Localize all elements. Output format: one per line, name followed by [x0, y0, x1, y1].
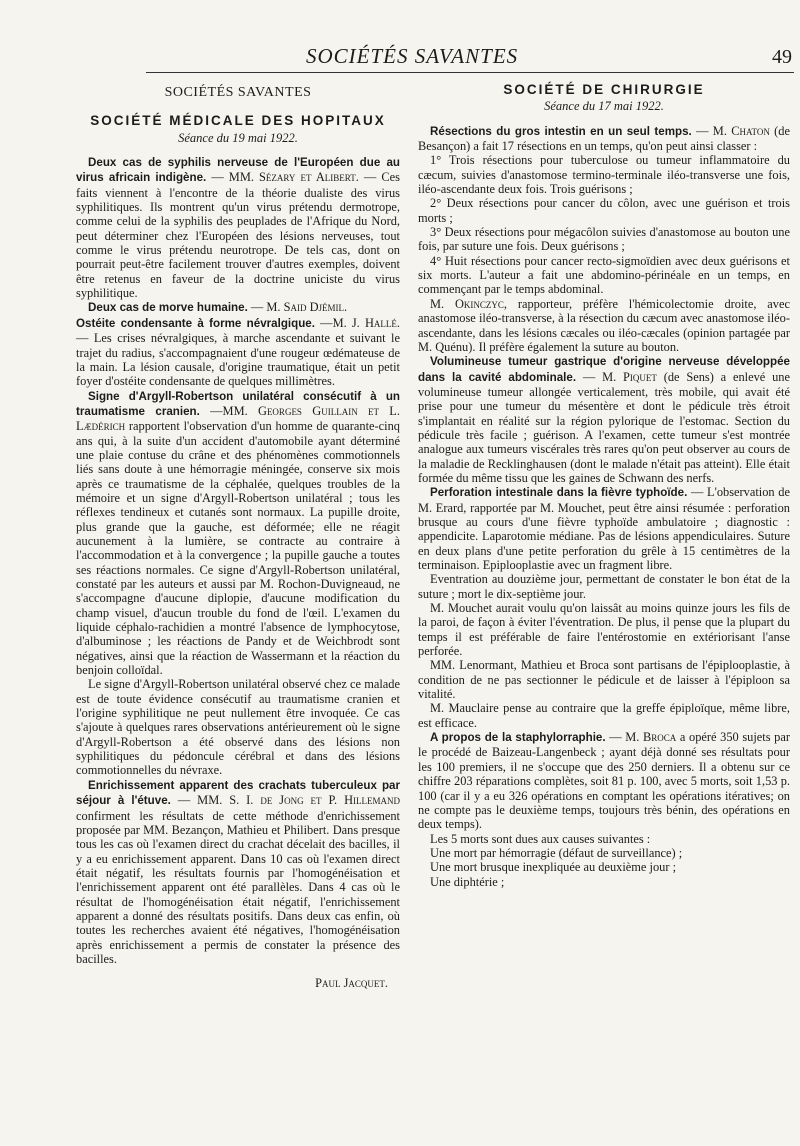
session-date-medicale: Séance du 19 mai 1922.	[178, 130, 298, 145]
rapporteur-paragraph	[418, 297, 790, 354]
list-item: 1° Trois résections pour tuberculose ou tumeur inflammatoire du cæcum, suivies d'anastomose termino-terminale iléo-transverse une fois, iléo-ascendante deux fois. Trois guérisons ;	[418, 153, 790, 197]
cause-item: Une mort brusque inexpliquée au deuxième jour ;	[430, 860, 677, 875]
society-title-chirurgie: SOCIÉTÉ DE CHIRURGIE	[503, 82, 705, 97]
article-authors: M. Broca	[625, 730, 677, 745]
article-authors: MM. S. I. de Jong et P. Hillemand	[197, 793, 401, 808]
article-title: Deux cas de morve humaine.	[88, 301, 248, 315]
article-morve: Deux cas de morve humaine. — M. Said Djémil.	[88, 300, 348, 315]
article-argyll-conclusion: Le signe d'Argyll-Robertson unilatéral observé chez ce malade est de toute évidence consécutif au traumatisme cranien et l'origine syphilitique ne peut nullement être invoquée. Ce cas s'ajoute à quelques rares observations antérieurement où le signe d'Argyll-Robertson a été observé dans des lésions non syphilitiques du pédoncule cérébral et dans des lésions commotionnelles du névraxe.	[76, 677, 400, 778]
running-head: SOCIÉTÉS SAVANTES	[306, 44, 519, 68]
perforation-lenormant: MM. Lenormant, Mathieu et Broca sont partisans de l'épiplooplastie, à condition de ne pas sectionner le pédicule et de laisser à l'épiploon sa vitalité.	[418, 658, 790, 702]
article-authors: M. J. Hallé.	[332, 315, 400, 330]
article-perforation	[418, 485, 790, 572]
article-osteite: Ostéite condensante à forme névralgique. —M. J. Hallé. — Les crises névralgiques, à marche ascendante et suivant le trajet du radius, s'accompagnaient d'une rougeur œdémateuse de la main. La lésion causale, d'origine traumatique, était un petit foyer d'ostéite condensante de quelques millimètres.	[76, 315, 400, 389]
article-title: A propos de la staphylorraphie.	[430, 731, 606, 745]
list-item: 3° Deux résections pour mégacôlon suivies d'anastomose au bouton une fois, par suture une fois. Deux guérisons ;	[418, 225, 790, 254]
article-title: Résections du gros intestin en un seul temps.	[430, 124, 692, 138]
article-body: — L'observation de M. Erard, rapportée par M. Mouchet, peut être ainsi résumée : perforation brusque au cours d'une fièvre typhoïde ambulatoire ; diagnostic : appendicite. Laparotomie médiane. Pas de lésions appendiculaires. Suture en deux plans d'une petite perforation du grêle à 15 centimètres de la terminaison. Epiplooplastie avec un fragment libre.	[418, 485, 790, 572]
article-authors: M. Chaton	[712, 123, 770, 138]
article-title: Volumineuse tumeur gastrique d'origine nerveuse développée dans la cavité abdominale.	[418, 355, 790, 384]
cause-item: Une mort par hémorragie (défaut de surveillance) ;	[430, 845, 683, 860]
article-tumeur: Volumineuse tumeur gastrique d'origine nerveuse développée dans la cavité abdominale. — M. Piquet (de Sens) a enlevé une volumineuse tumeur allongée verticalement, très mobile, qui avait été prise pour une tumeur du mésentère et dont le pédicule très étroit s'implantait en réalité sur la région pylorique de l'estomac. Section du pédicule très facile ; guérison. A l'examen, cette tumeur s'est montrée analogue aux tumeurs viscérales très rares qu'on peut observer au cours de la maladie de Recklinghausen (dont le malade n'était pas atteint). Elle était formée du même tissu que les gaines de Schwann des nerfs.	[418, 355, 790, 485]
article-body: Ces faits viennent à l'encontre de la théorie dualiste des virus syphilitiques. Ils montrent qu'un virus prétendu dermotrope, comme celui de la syphilis des peuplades de l'Afrique du Nord, peut déterminer chez l'Européen des lésions nerveuses, tout comme le virus prétendu neurotrope. De tels cas, dont on pourrait peut-être facilement trouver d'autres exemples, doivent être retenus en faveur de la doctrine uniciste du virus syphilitique.	[76, 170, 400, 301]
session-date-chirurgie: Séance du 17 mai 1922.	[544, 99, 664, 114]
article-crachats: Enrichissement apparent des crachats tuberculeux par séjour à l'étuve. — MM. S. I. de Jong et P. Hillemand confirment les résultats de cette méthode d'enrichissement proposée par MM. Bezançon, Mathieu et Philibert. Dans presque tous les cas où l'examen direct du crachat décelait des bacilles, il y a eu enrichissement apparent. Dans 10 cas où l'examen direct était négatif, les résultats fournis par l'homogénéisation et l'enrichissement apparent ont été parallèles. Dans 4 cas où le résultat de l'homogénéisation était négatif, l'enrichissement apparent a donné des résultats positifs. Dans deux cas enfin, où toutes les recherches avaient été négatives, l'homogénéisation après enrichissement a permis de constater la présence des bacilles.	[76, 778, 401, 966]
section-label: SOCIÉTÉS SAVANTES	[164, 85, 312, 100]
article-authors: M. Said Djémil.	[266, 300, 348, 315]
article-title: Signe d'Argyll-Robertson unilatéral consécutif à un traumatisme cranien.	[76, 389, 400, 418]
rapporteur-name: M. Okinczyc	[430, 296, 504, 311]
signature: Paul Jacquet.	[315, 976, 388, 991]
rapporteur-text: , rapporteur, préfère l'hémicolectomie droite, avec anastomose iléo-transverse, à la résection du cæcum avec anastomose iléo-ascendante, dans les lésions cæcales ou iléo-cæcales (opinion partagée par M. Quénu). Il préfère également la suture au bouton.	[418, 296, 790, 354]
article-syphilis: Deux cas de syphilis nerveuse de l'Européen due au virus africain indigène. — MM. Sézary et Alibert. — Ces faits viennent à l'encontre de la théorie dualiste des virus syphilitiques. Ils montrent qu'un virus prétendu dermotrope, comme celui de la syphilis des peuplades de l'Afrique du Nord, peut déterminer chez l'Européen des lésions nerveuses, tout comme le virus prétendu neurotrope. De tels cas, dont on pourrait peut-être facilement trouver d'autres exemples, doivent être retenus en faveur de la doctrine uniciste du virus syphilitique.	[76, 156, 400, 301]
article-body: a opéré 350 sujets par le procédé de Baizeau-Langenbeck ; ayant déjà donné ses résultats pour les 100 premiers, il ne s'occupe que des 250 derniers. Il a obtenu sur ce chiffre 203 réparations complètes, soit 81 p. 100, avec 5 morts, soit 1,53 p. 100 (car il y a eu 326 opérations en comptant les opérations itératives; on ne compte pas le deuxième temps, toujours très bénin, des opérations en deux temps).	[418, 730, 790, 832]
article-authors: MM. Georges Guillain et L. Lædérich	[76, 403, 400, 434]
article-resections: Résections du gros intestin en un seul temps. — M. Chaton (de Besançon) a fait 17 résections en un temps, qu'on peut ainsi classer :	[418, 123, 790, 154]
article-staphylorraphie: A propos de la staphylorraphie. — M. Broca a opéré 350 sujets par le procédé de Baizeau-Langenbeck ; ayant déjà donné ses résultats pour les 100 premiers, il ne s'occupe que des 250 derniers. Il a obtenu sur ce chiffre 203 réparations complètes, soit 81 p. 100, avec 5 morts, soit 1,53 p. 100 (car il y a eu 326 opérations en comptant les opérations itératives; on ne compte pas le deuxième temps, toujours très bénin, des opérations en deux temps).	[418, 730, 790, 832]
article-title: Ostéite condensante à forme névralgique.	[76, 316, 315, 330]
perforation-mauclaire: M. Mauclaire pense au contraire que la greffe épiploïque, même libre, est efficace.	[418, 701, 790, 730]
page-number: 49	[772, 46, 792, 68]
cause-item: Une diphtérie ;	[430, 874, 505, 889]
right-column	[418, 82, 790, 889]
society-title-medicale: SOCIÉTÉ MÉDICALE DES HOPITAUX	[90, 113, 386, 129]
article-body: confirment les résultats de cette méthode d'enrichissement proposée par MM. Bezançon, Mathieu et Philibert. Dans presque tous les cas où l'examen direct du crachat décelait des bacilles, il y a eu enrichissement apparent. Dans 10 cas où l'examen direct était négatif, les résultats fournis par l'homogénéisation et l'enrichissement apparent ont été parallèles. Dans 4 cas où le résultat de l'homogénéisation était négatif, l'enrichissement apparent a donné des résultats positifs. Dans deux cas enfin, où toutes les recherches avaient été négatives, l'homogénéisation après enrichissement a permis de constater la présence des bacilles.	[76, 808, 400, 966]
list-item: 2° Deux résections pour cancer du côlon, avec une guérison et trois morts ;	[418, 196, 790, 225]
article-authors: M. Piquet	[602, 369, 657, 384]
article-body: (de Besançon) a fait 17 résections en un temps, qu'on peut ainsi classer :	[418, 123, 790, 154]
perforation-mouchet: M. Mouchet aurait voulu qu'on laissât au moins quinze jours les fils de la paroi, de façon à éviter l'éventration. De plus, il pense que la plupart du temps il est préférable de faire l'entérostomie en extériorisant l'anse perforée.	[418, 601, 790, 659]
article-title: Deux cas de syphilis nerveuse de l'Européen due au virus africain indigène.	[76, 156, 400, 185]
article-title: Enrichissement apparent des crachats tuberculeux par séjour à l'étuve.	[76, 778, 400, 808]
staphylorraphie-morts: Les 5 morts sont dues aux causes suivantes :	[430, 831, 651, 846]
article-title: Perforation intestinale dans la fièvre typhoïde.	[430, 486, 688, 500]
article-body: Les crises névralgiques, à marche ascendante et suivant le trajet du radius, s'accompagnaient d'une rougeur œdémateuse de la main. La lésion causale, d'origine traumatique, était un petit foyer d'ostéite condensante de quelques millimètres.	[76, 331, 400, 389]
header-rule	[146, 72, 794, 73]
perforation-eventration: Eventration au douzième jour, permettant de constater le bon état de la suture ; mort le dix-septième jour.	[418, 572, 790, 601]
article-body: (de Sens) a enlevé une volumineuse tumeur allongée verticalement, très mobile, qui avait été prise pour une tumeur du mésentère et dont le pédicule très étroit s'implantait en réalité sur la région pylorique de l'estomac. Section du pédicule très facile ; guérison. A l'examen, cette tumeur s'est montrée analogue aux tumeurs viscérales très rares qu'on peut observer au cours de la maladie de Recklinghausen (dont le malade n'était pas atteint). Elle était formée du même tissu que les gaines de Schwann des nerfs.	[418, 369, 790, 485]
list-item: 4° Huit résections pour cancer recto-sigmoïdien avec deux guérisons et six morts. L'auteur a fait une abdomino-périnéale en un temps, en commençant par le temps abdominal.	[418, 253, 790, 297]
article-body: rapportent l'observation d'un homme de quarante-cinq ans qui, à la suite d'un accident d'automobile ayant déterminé une plaie contuse du crâne et des phénomènes commotionnels liés sans doute à une hémorragie méningée, conserve six mois après ce traumatisme de la céphalée, quelques troubles de la mémoire et un signe d'Argyll-Robertson unilatéral ; tous les réflexes tendineux et cutanés sont normaux. La pupille droite, plus grande que la gauche, est déformée; elle ne réagit aucunement à la lumière, se contracte au contraire à l'accommodation et à la convergence ; la pupille gauche a toutes ses réactions normales. Ce signe d'Argyll-Robertson unilatéral, constaté par les auteurs et aussi par M. Rochon-Duvigneaud, ne s'accompagne d'aucune diplopie, d'aucune modification du champ visuel, d'aucun trouble du fond de l'œil. L'examen du liquide céphalo-rachidien a montré l'absence de lymphocytose, d'albuminose ; les réactions de Pandy et de Weichbrodt sont négatives, ainsi que la réaction de Wassermann et la réaction du benjoin colloïdal.	[76, 419, 400, 678]
resections-list	[418, 153, 790, 296]
article-argyll: Signe d'Argyll-Robertson unilatéral consécutif à un traumatisme cranien. —MM. Georges Guillain et L. Lædérich rapportent l'observation d'un homme de quarante-cinq ans qui, à la suite d'un accident d'automobile ayant déterminé une plaie contuse du crâne et des phénomènes commotionnels liés sans doute à une hémorragie méningée, conserve six mois après ce traumatisme de la céphalée, quelques troubles de la mémoire et un signe d'Argyll-Robertson unilatéral ; tous les réflexes tendineux et cutanés sont normaux. La pupille droite, plus grande que la gauche, est déformée; elle ne réagit aucunement à la lumière, se contracte au contraire à l'accommodation et à la convergence ; la pupille gauche a toutes ses réactions normales. Ce signe d'Argyll-Robertson unilatéral, constaté par les auteurs et aussi par M. Rochon-Duvigneaud, ne s'accompagne d'aucune diplopie, d'aucune modification du champ visuel, d'aucun trouble du fond de l'œil. L'examen du liquide céphalo-rachidien a montré l'absence de lymphocytose, d'albuminose ; les réactions de Pandy et de Weichbrodt sont négatives, ainsi que la réaction de Wassermann et la réaction du benjoin colloïdal.	[76, 389, 400, 678]
left-column	[76, 82, 400, 991]
article-authors: MM. Sézary et Alibert.	[228, 170, 359, 185]
